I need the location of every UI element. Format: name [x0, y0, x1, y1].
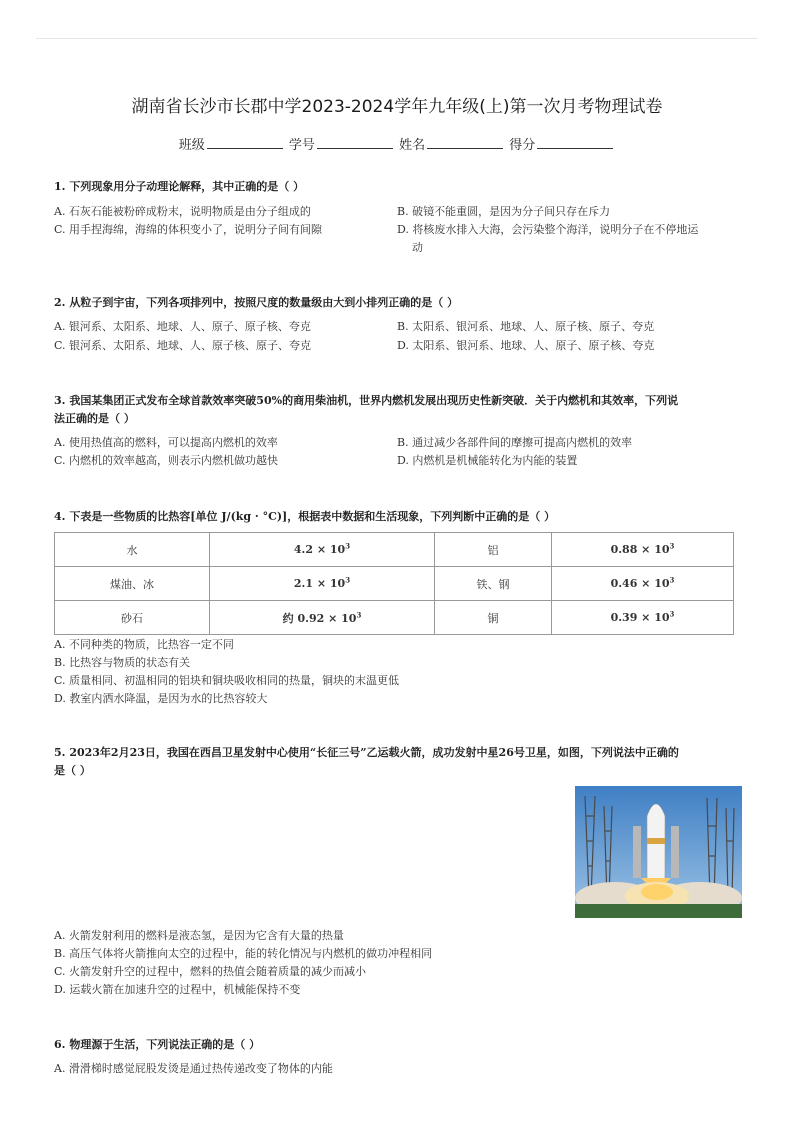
- q5-stem-line2: 是（ ）: [54, 764, 91, 777]
- q6-stem: 6. 物理源于生活，下列说法正确的是（ ）: [54, 1038, 261, 1051]
- q3-option-c: C. 内燃机的效率越高，则表示内燃机做功越快: [54, 454, 279, 467]
- table-cell: 水: [55, 533, 210, 567]
- q1-option-d: D. 将核废水排入大海，会污染整个海洋，说明分子在不停地运: [397, 223, 699, 236]
- q3-option-a: A. 使用热值高的燃料，可以提高内燃机的效率: [54, 436, 278, 449]
- q2-stem: 2. 从粒子到宇宙，下列各项排列中，按照尺度的数量级由大到小排列正确的是（ ）: [54, 296, 459, 309]
- q1-option-b: B. 破镜不能重圆，是因为分子间只存在斥力: [397, 205, 611, 218]
- q3-stem-line2: 法正确的是（ ）: [54, 412, 135, 425]
- class-blank[interactable]: [207, 136, 283, 149]
- name-blank[interactable]: [427, 136, 503, 149]
- table-cell: $4.2 \times 10^3$: [210, 533, 435, 567]
- table-cell: 砂石: [55, 601, 210, 635]
- q3-option-b: B. 通过减少各部件间的摩擦可提高内燃机的效率: [397, 436, 633, 449]
- q2-option-d: D. 太阳系、银河系、地球、人、原子、原子核、夸克: [397, 339, 655, 352]
- table-cell: 铁、钢: [435, 567, 552, 601]
- q1-option-a: A. 石灰石能被粉碎成粉末，说明物质是由分子组成的: [54, 205, 311, 218]
- q5-option-b: B. 高压气体将火箭推向太空的过程中，能的转化情况与内燃机的做功冲程相同: [54, 947, 433, 960]
- exam-title: 湖南省长沙市长郡中学2023-2024学年九年级(上)第一次月考物理试卷: [131, 97, 663, 117]
- specific-heat-table: [54, 532, 734, 635]
- student-id-label: 学号: [288, 138, 315, 153]
- table-row: [55, 601, 734, 635]
- q5-option-a: A. 火箭发射利用的燃料是液态氢，是因为它含有大量的热量: [54, 929, 344, 942]
- q2-option-c: C. 银河系、太阳系、地球、人、原子核、原子、夸克: [54, 339, 312, 352]
- q5-stem-line1: 5. 2023年2月23日，我国在西昌卫星发射中心使用“长征三号”乙运载火箭，成功发射中星26号卫星，如图，下列说法中正确的: [54, 746, 679, 759]
- table-cell: $0.88 \times 10^3$: [552, 533, 734, 567]
- score-label: 得分: [509, 138, 536, 153]
- table-row: [55, 533, 734, 567]
- q6-option-a: A. 滑滑梯时感觉屁股发烫是通过热传递改变了物体的内能: [54, 1062, 333, 1075]
- q1-stem: 1. 下列现象用分子动理论解释，其中正确的是（ ）: [54, 180, 305, 193]
- q2-option-b: B. 太阳系、银河系、地球、人、原子核、原子、夸克: [397, 320, 655, 333]
- table-cell: 铜: [435, 601, 552, 635]
- top-divider: [36, 38, 758, 39]
- q5-option-c: C. 火箭发射升空的过程中，燃料的热值会随着质量的减少而减小: [54, 965, 367, 978]
- table-cell: 约 $0.92 \times 10^3$: [210, 601, 435, 635]
- q4-option-b: B. 比热容与物质的状态有关: [54, 656, 191, 669]
- q3-option-d: D. 内燃机是机械能转化为内能的装置: [397, 454, 578, 467]
- rocket-launch-photo: [575, 786, 742, 918]
- name-label: 姓名: [399, 138, 426, 153]
- q3-stem-line1: 3. 我国某集团正式发布全球首款效率突破50%的商用柴油机，世界内燃机发展出现历史性新突破．关于内燃机和其效率，下列说: [54, 394, 679, 407]
- table-cell: $2.1 \times 10^3$: [210, 567, 435, 601]
- student-info-line: [0, 134, 794, 153]
- q4-option-d: D. 教室内洒水降温，是因为水的比热容较大: [54, 692, 268, 705]
- q2-option-a: A. 银河系、太阳系、地球、人、原子、原子核、夸克: [54, 320, 311, 333]
- q1-option-c: C. 用手捏海绵，海绵的体积变小了，说明分子间有间隙: [54, 223, 323, 236]
- class-label: 班级: [178, 138, 205, 153]
- score-blank[interactable]: [537, 136, 613, 149]
- q4-option-a: A. 不同种类的物质，比热容一定不同: [54, 638, 234, 651]
- table-cell: 铝: [435, 533, 552, 567]
- q4-option-c: C. 质量相同、初温相同的铝块和铜块吸收相同的热量，铜块的末温更低: [54, 674, 400, 687]
- table-cell: $0.39 \times 10^3$: [552, 601, 734, 635]
- q4-stem: 4. 下表是一些物质的比热容[单位 J/(kg · °C)]，根据表中数据和生活现象，下列判断中正确的是（ ）: [54, 510, 556, 523]
- student-id-blank[interactable]: [317, 136, 393, 149]
- table-cell: $0.46 \times 10^3$: [552, 567, 734, 601]
- q5-option-d: D. 运载火箭在加速升空的过程中，机械能保持不变: [54, 983, 301, 996]
- q1-option-d-continued: 动: [412, 241, 423, 254]
- table-row: [55, 567, 734, 601]
- table-cell: 煤油、冰: [55, 567, 210, 601]
